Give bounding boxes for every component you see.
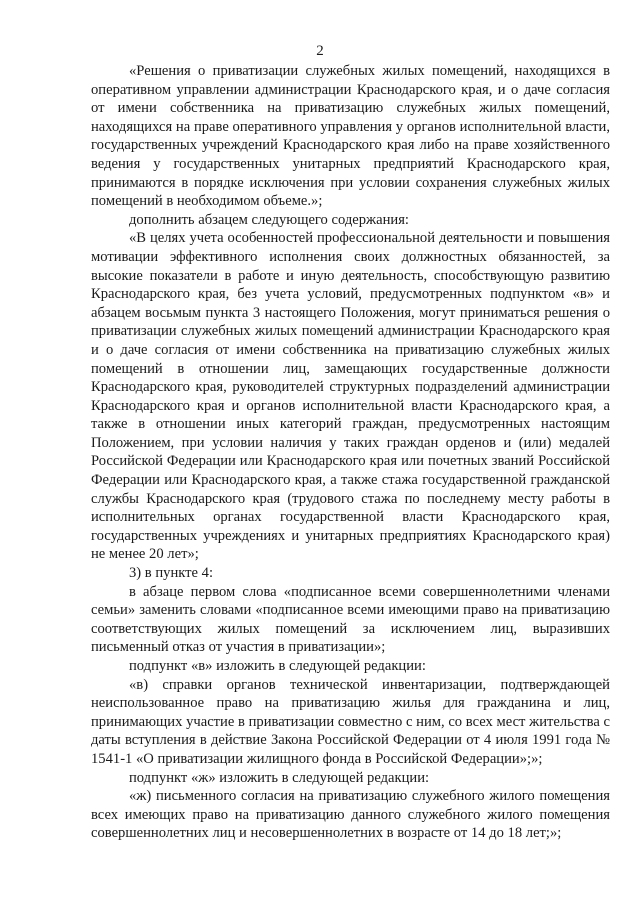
paragraph-subitem-zh-heading: подпункт «ж» изложить в следующей редакции: <box>129 769 430 786</box>
paragraph-new-clause: «В целях учета особенностей профессиональной деятельности и повышения мотивации эффективного исполнения своих должностных обязанностей, за высокие показатели в работе и иную деятельность, способствующую развитию Краснодарского края, без учета условий, предусмотренных подпунктом «в» и абзацем восьмым пункта 3 настоящего Положения, могут приниматься решения о приватизации служебных жилых помещений администрации Краснодарского края и о даче согласия от имени собственника на приватизацию служебных жилых помещений в отношении лиц, замещающих государственные должности Краснодарского края, руководителей структурных подразделений администрации Краснодарского края и органов исполнительной власти Краснодарского края, а также в отношении иных категорий граждан, предусмотренных настоящим Положением, при условии наличия у таких граждан орденов и (или) медалей Российской Федерации или Краснодарского края или почетных званий Российской Федерации или Краснодарского края, а также стажа государственной гражданской службы Краснодарского края (трудового стажа по последнему месту работы в исполнительных органах государственной власти Краснодарского края, государственных учреждениях и унитарных предприятиях Краснодарского края) не менее 20 лет»; <box>91 230 610 563</box>
paragraph-first-clause-change: в абзаце первом слова «подписанное всеми совершеннолетними членами семьи» заменить словами «подписанное всеми имеющими право на приватизацию соответствующих жилых помещений за исключением лиц, выразивших письменный отказ от участия в приватизации»; <box>91 583 610 656</box>
document-body <box>91 62 610 843</box>
paragraph-item-3: 3) в пункте 4: <box>129 565 214 582</box>
paragraph-add-clause: дополнить абзацем следующего содержания: <box>129 211 409 228</box>
page-number: 2 <box>316 43 324 59</box>
paragraph-subitem-v-heading: подпункт «в» изложить в следующей редакции: <box>129 658 426 674</box>
paragraph-privatization-decisions: «Решения о приватизации служебных жилых помещений, находящихся в оперативном управлении администрации Краснодарского края, и о даче согласия от имени собственника на приватизацию служебных жилых помещений, находящихся на праве оперативного управления у органов исполнительной власти, государственных учреждений Краснодарского края либо на праве хозяйственного ведения у государственных унитарных предприятий Краснодарского края, принимаются в порядке исключения при условии сохранения служебных жилых помещений в необходимом объеме.»; <box>91 63 610 210</box>
paragraph-subitem-zh-text: «ж) письменного согласия на приватизацию служебного жилого помещения всех имеющих право на приватизацию данного служебного жилого помещения совершеннолетних лиц и несовершеннолетних в возрасте от 14 до 18 лет;»; <box>91 788 610 842</box>
paragraph-subitem-v-text: «в) справки органов технической инвентаризации, подтверждающей неиспользованное право на приватизацию жилья для гражданина и лиц, принимающих участие в приватизации совместно с ним, со всех мест жительства с даты вступления в действие Закона Российской Федерации от 4 июля 1991 года № 1541-1 «О приватизации жилищного фонда в Российской Федерации»;»; <box>91 676 610 767</box>
